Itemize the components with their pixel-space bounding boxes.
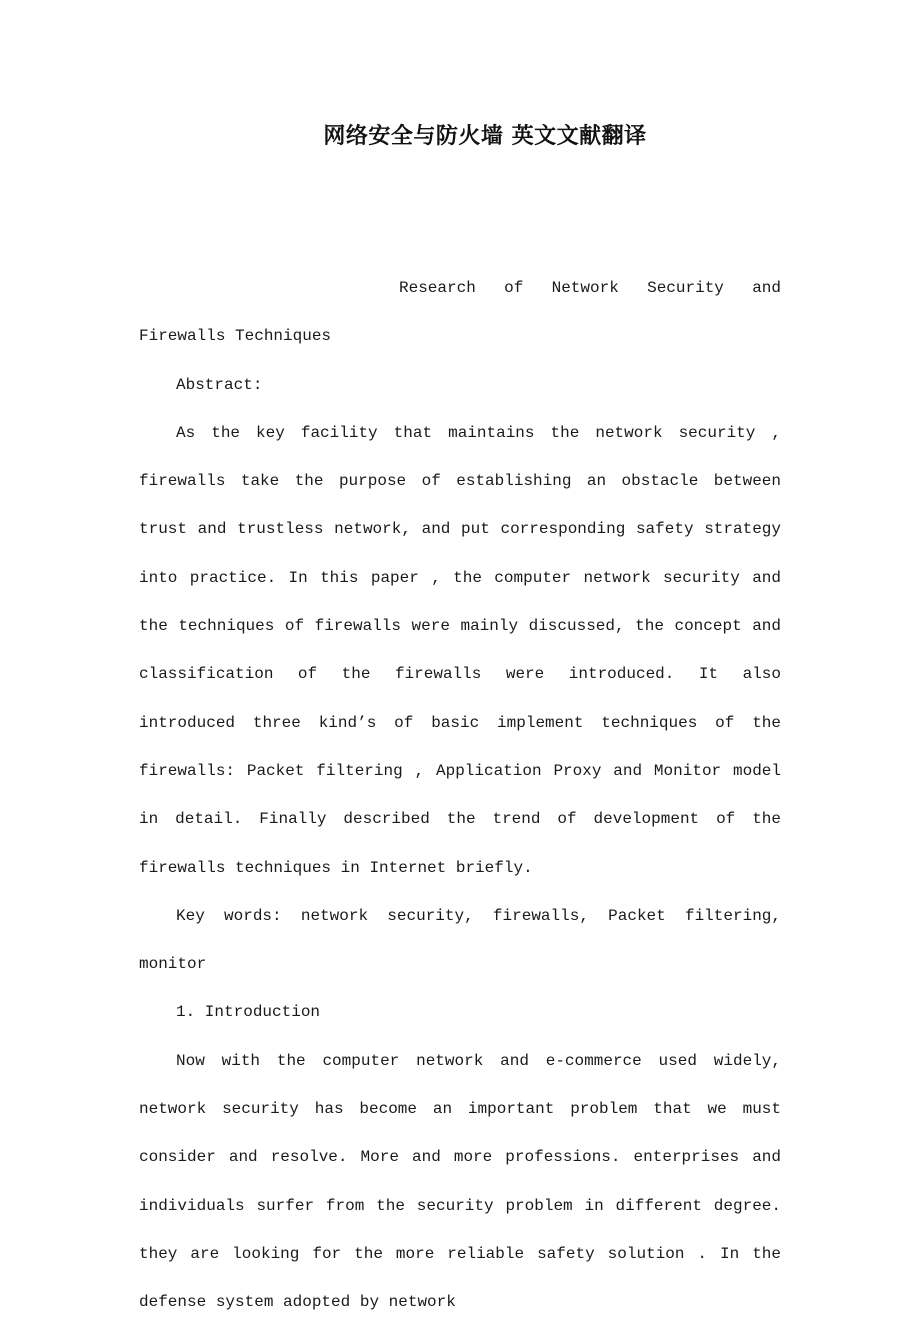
abstract-paragraph: As the key facility that maintains the network security , firewalls take the purpose of establishing an obstacle between trust and trustless network, and put corresponding safety strategy into practice. In this paper , the computer network security and the techniques of firewalls were mainly discussed, the concept and classification of the firewalls were introduced. It also introduced three kind’s of basic implement techniques of the firewalls: Packet filtering , Application Proxy and Monitor model in detail. Finally described the trend of development of the firewalls techniques in Internet briefly. [139,423,781,877]
introduction-paragraph: Now with the computer network and e-commerce used widely, network security has become an important problem that we must consider and resolve. More and more professions. enterprises and individuals surfer from the security problem in different degree. they are looking for the more reliable safety solution . In the defense system adopted by network [139,1051,781,1312]
keywords-line: Key words: network security, firewalls, Packet filtering, monitor [139,906,781,974]
section-heading-introduction: 1. Introduction [176,1003,321,1022]
document-body [139,264,781,1327]
document-title: 网络安全与防火墙 英文文献翻译 [323,123,647,149]
abstract-heading: Abstract: [176,375,263,394]
paper-title: Research of Network Security and Firewalls Techniques [139,279,781,346]
